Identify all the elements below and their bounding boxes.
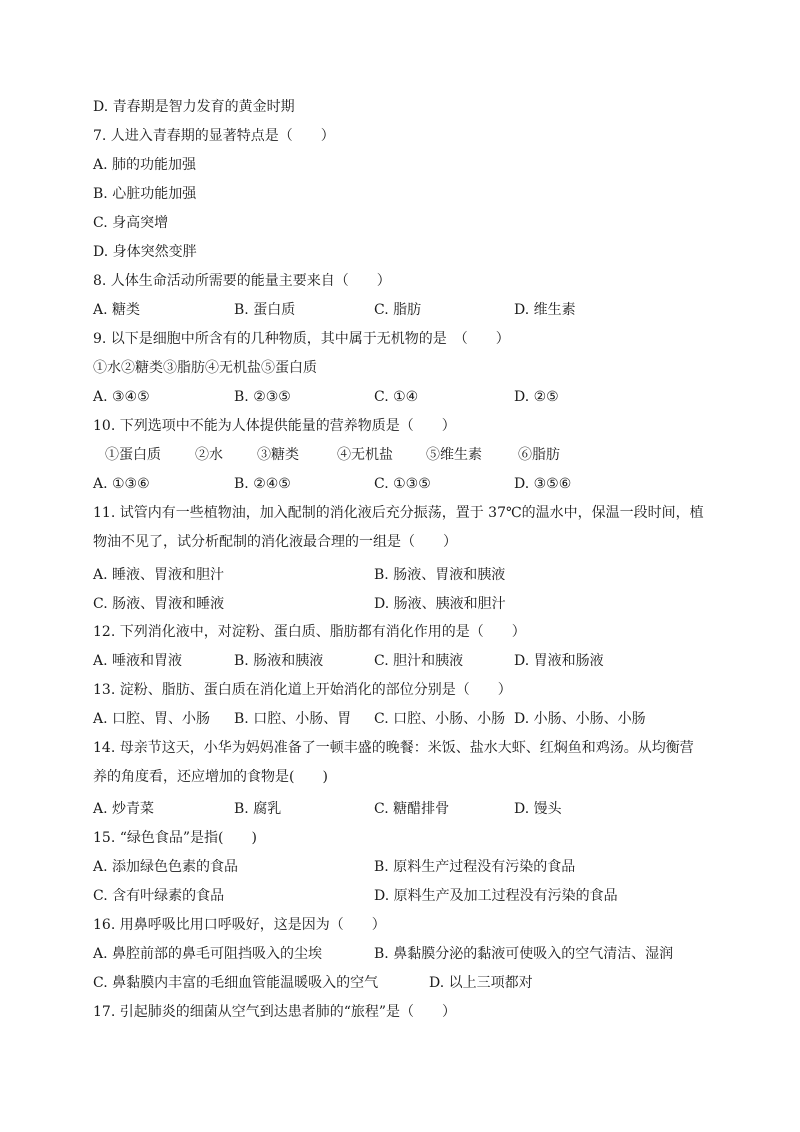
q12-option-d: D. 胃液和肠液 <box>514 653 604 669</box>
q8-stem: 8. 人体生命活动所需要的能量主要来自（ ） <box>93 273 391 289</box>
q13-option-b: B. 口腔、小肠、胃 <box>234 711 352 727</box>
q8-option-d: D. 维生素 <box>514 302 576 318</box>
q8-option-b: B. 蛋白质 <box>234 302 296 318</box>
q13-option-c: C. 口腔、小肠、小肠 <box>374 711 506 727</box>
q11-stem-line2: 物油不见了，试分析配制的消化液最合理的一组是（ ） <box>93 534 457 550</box>
q6-option-d: D. 青春期是智力发育的黄金时期 <box>93 99 295 115</box>
q7-option-a: A. 肺的功能加强 <box>93 157 197 173</box>
q11-stem-line1: 11. 试管内有一些植物油，加入配制的消化液后充分振荡，置于 37℃的温水中，保温一段时间，植 <box>93 505 704 521</box>
q14-stem-line1: 14. 母亲节这天，小华为妈妈准备了一顿丰盛的晚餐：米饭、盐水大虾、红焖鱼和鸡汤。从均衡营 <box>93 740 694 756</box>
q12-option-b: B. 肠液和胰液 <box>234 653 324 669</box>
q13-option-d: D. 小肠、小肠、小肠 <box>514 711 646 727</box>
q10-option-c: C. ①③⑤ <box>374 476 431 492</box>
q15-stem: 15. “绿色食品”是指( ) <box>93 830 257 846</box>
q14-stem-line2: 养的角度看，还应增加的食物是( ) <box>93 769 328 785</box>
q10-option-b: B. ②④⑤ <box>234 476 291 492</box>
q16-option-d: D. 以上三项都对 <box>429 975 533 991</box>
q10-option-d: D. ③⑤⑥ <box>514 476 572 492</box>
q10-item-3: ③糖类 <box>257 447 299 463</box>
q10-item-2: ②水 <box>195 447 223 463</box>
q12-option-a: A. 唾液和胃液 <box>93 653 183 669</box>
q11-option-a: A. 睡液、胃液和胆汁 <box>93 567 225 583</box>
q8-option-c: C. 脂肪 <box>374 302 422 318</box>
q13-option-a: A. 口腔、胃、小肠 <box>93 711 211 727</box>
q11-option-d: D. 肠液、胰液和胆汁 <box>374 596 506 612</box>
q15-option-b: B. 原料生产过程没有污染的食品 <box>374 859 576 875</box>
q10-option-a: A. ①③⑥ <box>93 476 150 492</box>
q10-stem: 10. 下列选项中不能为人体提供能量的营养物质是（ ） <box>93 418 456 434</box>
q16-option-a: A. 鼻腔前部的鼻毛可阻挡吸入的尘埃 <box>93 946 323 962</box>
q15-option-c: C. 含有叶绿素的食品 <box>93 888 225 904</box>
q10-item-4: ④无机盐 <box>337 447 393 463</box>
q11-option-b: B. 肠液、胃液和胰液 <box>374 567 506 583</box>
q10-item-6: ⑥脂肪 <box>518 447 560 463</box>
q16-option-b: B. 鼻黏膜分泌的黏液可使吸入的空气清洁、湿润 <box>374 946 674 962</box>
q12-stem: 12. 下列消化液中，对淀粉、蛋白质、脂肪都有消化作用的是（ ） <box>93 624 526 640</box>
q7-option-c: C. 身高突增 <box>93 215 169 231</box>
q11-option-c: C. 肠液、胃液和睡液 <box>93 596 225 612</box>
q9-option-c: C. ①④ <box>374 389 419 405</box>
q9-stem: 9. 以下是细胞中所含有的几种物质，其中属于无机物的是 （ ） <box>93 331 510 347</box>
q7-stem: 7. 人进入青春期的显著特点是（ ） <box>93 128 335 144</box>
q15-option-a: A. 添加绿色色素的食品 <box>93 859 239 875</box>
q9-option-b: B. ②③⑤ <box>234 389 291 405</box>
q16-option-c: C. 鼻黏膜内丰富的毛细血管能温暖吸入的空气 <box>93 975 379 991</box>
q7-option-b: B. 心脏功能加强 <box>93 186 197 202</box>
q10-item-5: ⑤维生素 <box>426 447 482 463</box>
q13-stem: 13. 淀粉、脂肪、蛋白质在消化道上开始消化的部位分别是（ ） <box>93 682 512 698</box>
q14-option-a: A. 炒青菜 <box>93 801 155 817</box>
q14-option-b: B. 腐乳 <box>234 801 282 817</box>
q14-option-c: C. 糖醋排骨 <box>374 801 450 817</box>
q7-option-d: D. 身体突然变胖 <box>93 244 197 260</box>
q9-option-d: D. ②⑤ <box>514 389 559 405</box>
q16-stem: 16. 用鼻呼吸比用口呼吸好，这是因为（ ） <box>93 917 386 933</box>
q10-item-1: ①蛋白质 <box>105 447 161 463</box>
q14-option-d: D. 馒头 <box>514 801 562 817</box>
q15-option-d: D. 原料生产及加工过程没有污染的食品 <box>374 888 618 904</box>
q17-stem: 17. 引起肺炎的细菌从空气到达患者肺的“旅程”是（ ） <box>93 1004 457 1020</box>
q9-option-a: A. ③④⑤ <box>93 389 150 405</box>
q12-option-c: C. 胆汁和胰液 <box>374 653 464 669</box>
q8-option-a: A. 糖类 <box>93 302 141 318</box>
q9-items: ①水②糖类③脂肪④无机盐⑤蛋白质 <box>93 360 317 376</box>
